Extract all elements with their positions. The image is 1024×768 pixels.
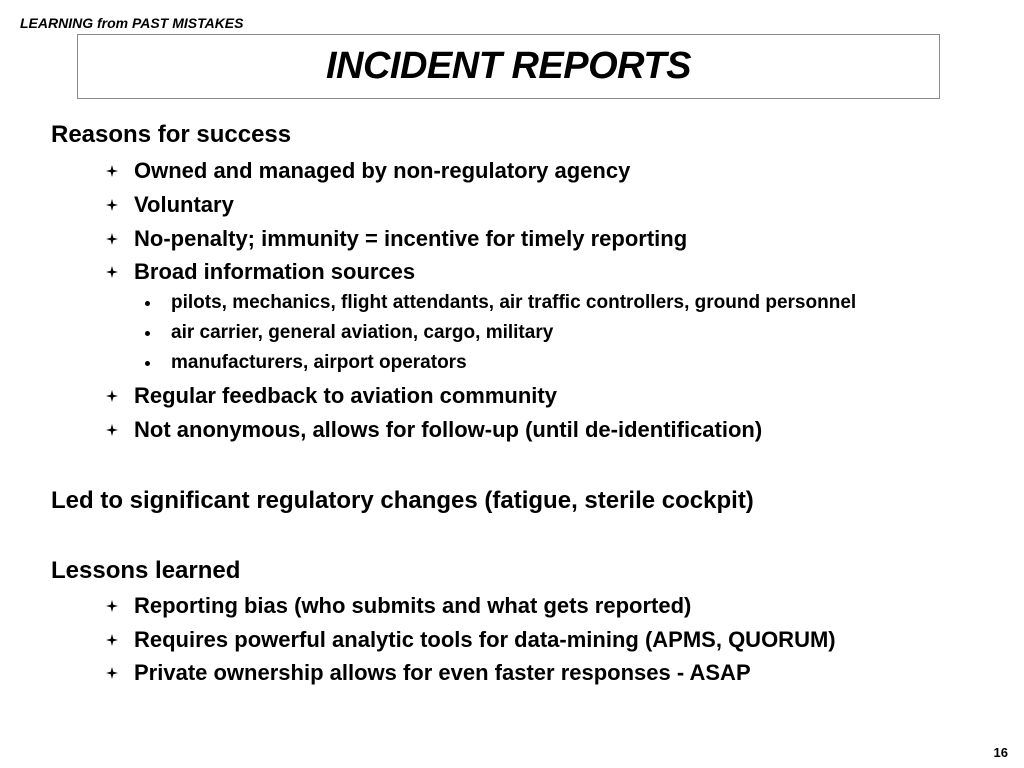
sub-bullet-item [145,322,554,344]
bullet-item-text: Regular feedback to aviation community [134,383,557,408]
page-number: 16 [993,745,1008,760]
bullet-item [106,158,631,184]
section-heading-lessons-learned: Lessons learned [51,557,241,584]
four-petal-diamond-icon [106,667,118,679]
bullet-item-text: Private ownership allows for even faster responses - ASAP [134,660,751,685]
bullet-item-text: Owned and managed by non-regulatory agency [134,158,631,183]
dot-bullet-icon [145,331,150,336]
bullet-item [106,593,692,619]
four-petal-diamond-icon [106,233,118,245]
bullet-item-text: Reporting bias (who submits and what gets reported) [134,593,692,618]
sub-bullet-item [145,292,857,314]
bullet-item-text: Not anonymous, allows for follow-up (until de-identification) [134,417,763,442]
four-petal-diamond-icon [106,600,118,612]
slide-title: INCIDENT REPORTS [325,45,691,87]
four-petal-diamond-icon [106,165,118,177]
sub-bullet-item-text: air carrier, general aviation, cargo, military [171,322,554,343]
sub-bullet-item-text: manufacturers, airport operators [171,352,467,373]
section-header-label: LEARNING from PAST MISTAKES [20,15,244,31]
bullet-item-text: Requires powerful analytic tools for data-mining (APMS, QUORUM) [134,627,836,652]
dot-bullet-icon [145,361,150,366]
sub-bullet-item [145,352,467,374]
bullet-item [106,383,557,409]
four-petal-diamond-icon [106,424,118,436]
four-petal-diamond-icon [106,390,118,402]
bullet-item [106,226,688,252]
four-petal-diamond-icon [106,634,118,646]
bullet-item [106,417,763,443]
sub-bullet-item-text: pilots, mechanics, flight attendants, air traffic controllers, ground personnel [171,292,857,313]
bullet-item [106,192,234,218]
bullet-item [106,627,836,653]
bullet-item [106,259,416,285]
four-petal-diamond-icon [106,266,118,278]
bullet-item [106,660,751,686]
bullet-item-text: No-penalty; immunity = incentive for timely reporting [134,226,688,251]
section-heading-regulatory-changes: Led to significant regulatory changes (fatigue, sterile cockpit) [51,487,754,514]
dot-bullet-icon [145,301,150,306]
bullet-item-text: Broad information sources [134,259,416,284]
section-heading-reasons: Reasons for success [51,121,292,148]
bullet-item-text: Voluntary [134,192,234,217]
four-petal-diamond-icon [106,199,118,211]
